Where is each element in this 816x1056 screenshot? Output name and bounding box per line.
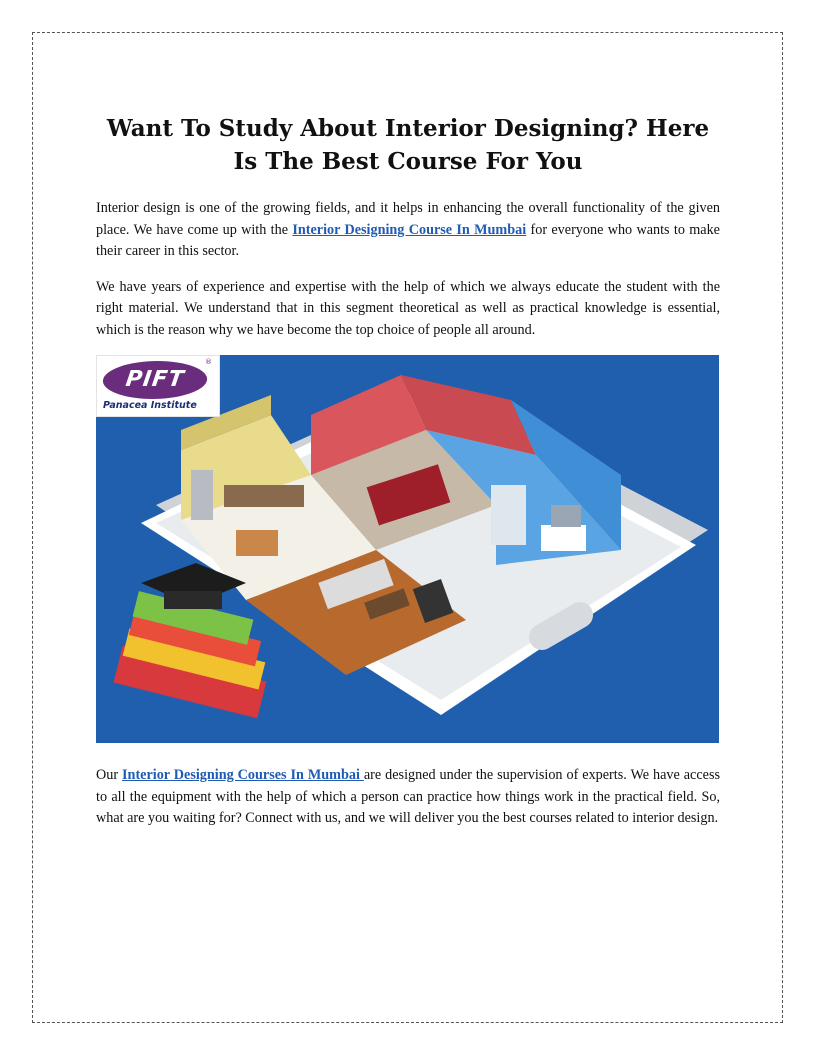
paragraph-courses-text-start: Our [96, 767, 123, 783]
paragraph-intro [96, 198, 720, 263]
interior-design-illustration [96, 355, 719, 743]
pift-logo [96, 355, 220, 417]
paragraph-courses-text-end: are designed under the supervision of experts. We have access to all the equipment with the help of which a person can practice how things work in the practical field. So, what are you waiting for? Connect with us, and we will deliver you the best courses related to interior design. [96, 767, 720, 826]
logo-wordmark: PIFT [100, 361, 209, 399]
interior-designing-course-link[interactable]: Interior Designing Course In Mumbai [292, 221, 527, 238]
paragraph-intro-text-start: Interior design is one of the growing fields, and it helps in enhancing the overall functionality of the given place. We have come up with the [96, 200, 720, 238]
paragraph-courses [96, 765, 720, 830]
page-title: Want To Study About Interior Designing? Here Is The Best Course For You [106, 115, 710, 175]
logo-subtitle: Panacea Institute [103, 400, 197, 411]
interior-designing-courses-link[interactable]: Interior Designing Courses In Mumbai [122, 767, 364, 783]
paragraph-intro-text-end: for everyone who wants to make their career in this sector. [96, 221, 720, 259]
document-body [96, 112, 720, 844]
registered-mark: ® [205, 358, 212, 366]
paragraph-experience: We have years of experience and expertise with the help of which we always educate the student with the right material. We understand that in this segment theoretical as well as practical knowledge is essential, which is the reason why we have become the top choice of people all around. [96, 278, 720, 338]
